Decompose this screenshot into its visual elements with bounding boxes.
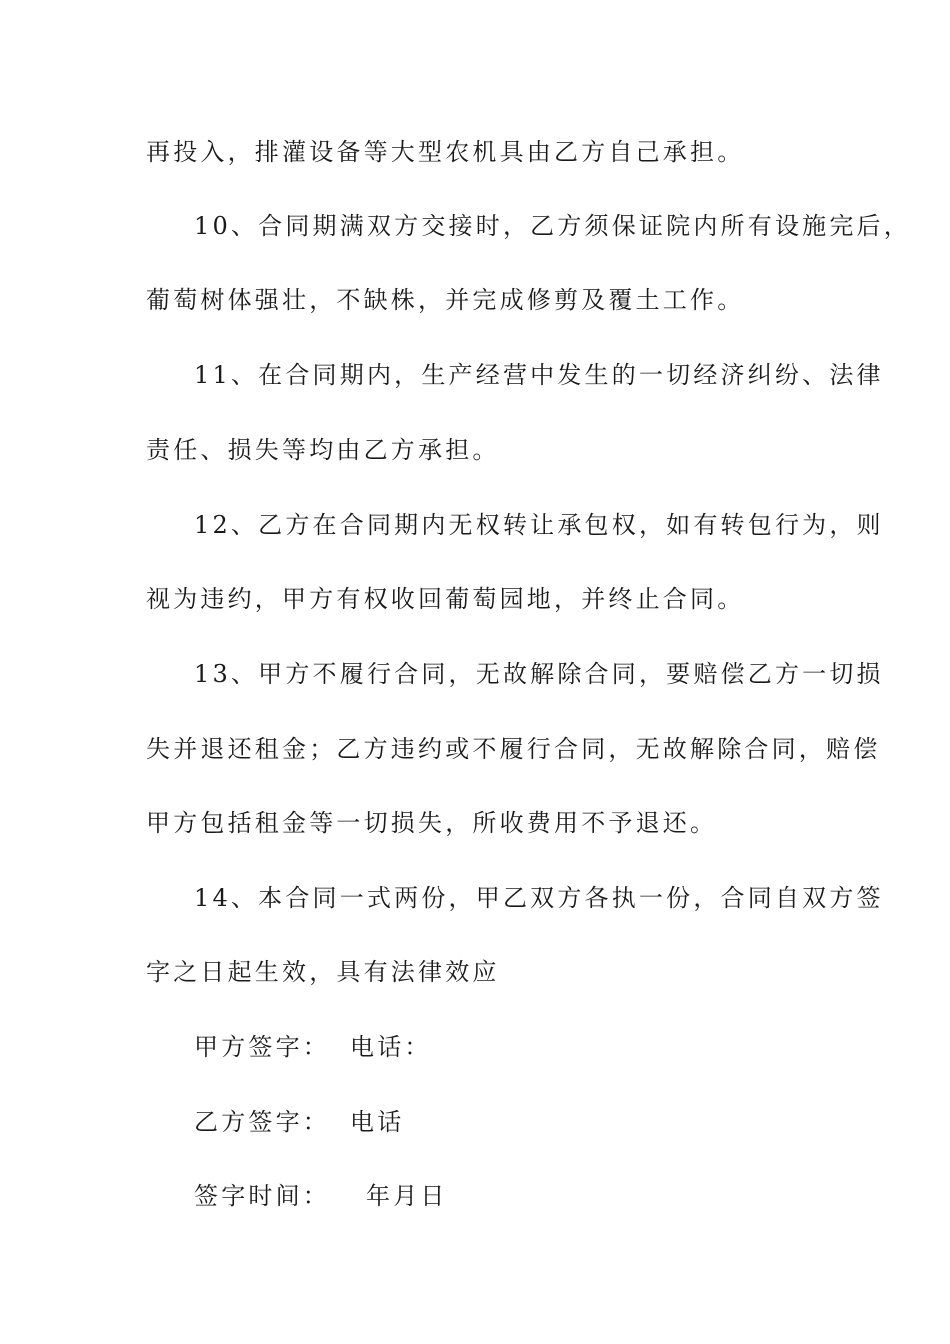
clause-10-line: 10、合同期满双方交接时，乙方须保证院内所有设施完后， <box>194 212 911 240</box>
clause-14-line: 14、本合同一式两份，甲乙双方各执一份，合同自双方签 <box>194 884 884 912</box>
party-a-phone-label: 电话： <box>350 1033 432 1061</box>
text-line: 甲方包括租金等一切损失，所收费用不予退还。 <box>146 809 718 837</box>
clause-13-line: 13、甲方不履行合同，无故解除合同，要赔偿乙方一切损 <box>194 660 884 688</box>
signature-date-label: 签字时间： <box>194 1182 330 1210</box>
party-a-signature-line <box>194 1032 432 1062</box>
text-line: 再投入，排灌设备等大型农机具由乙方自己承担。 <box>146 138 745 166</box>
clause-12-line: 12、乙方在合同期内无权转让承包权，如有转包行为，则 <box>194 511 884 539</box>
clause-11-line: 11、在合同期内，生产经营中发生的一切经济纠纷、法律 <box>194 361 884 389</box>
party-b-signature-line <box>194 1107 404 1137</box>
text-line: 视为违约，甲方有权收回葡萄园地，并终止合同。 <box>146 585 745 613</box>
text-line: 字之日起生效，具有法律效应 <box>146 958 500 986</box>
party-a-signature-label: 甲方签字： <box>194 1033 330 1061</box>
signature-date-value: 年月日 <box>366 1182 448 1210</box>
party-b-signature-label: 乙方签字： <box>194 1108 330 1136</box>
party-b-phone-label: 电话 <box>350 1108 405 1136</box>
signature-date-line <box>194 1181 448 1211</box>
text-line: 责任、损失等均由乙方承担。 <box>146 436 500 464</box>
text-line: 葡萄树体强壮，不缺株，并完成修剪及覆土工作。 <box>146 286 745 314</box>
text-line: 失并退还租金；乙方违约或不履行合同，无故解除合同，赔偿 <box>146 735 881 763</box>
